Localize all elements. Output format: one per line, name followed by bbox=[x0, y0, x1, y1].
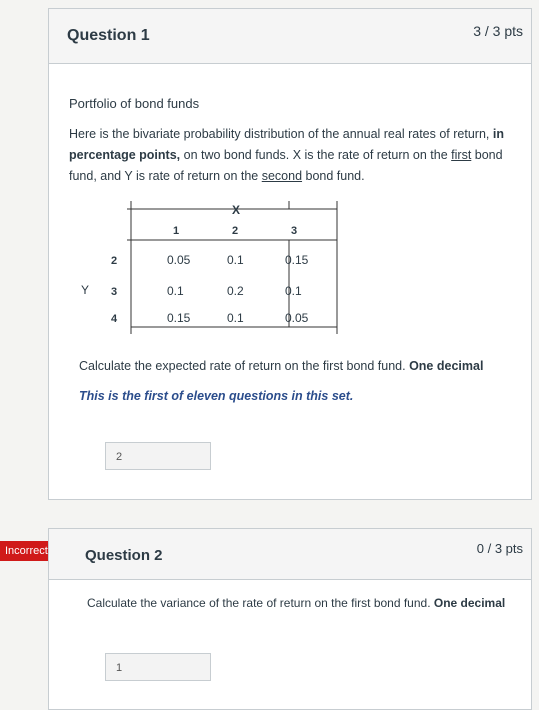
question-2-text bbox=[87, 593, 507, 613]
question-2-title: Question 2 bbox=[85, 547, 163, 564]
question-1-header bbox=[49, 9, 531, 64]
intro-part-3: bond fund, and Y is rate of return on the bbox=[69, 148, 503, 183]
question-2-card bbox=[48, 528, 532, 710]
question-2-points: 0 / 3 pts bbox=[476, 541, 523, 556]
question-1-text bbox=[79, 359, 483, 373]
cell-r2-c2: 0.2 bbox=[227, 284, 244, 298]
intro-bold: in percentage points, bbox=[69, 127, 504, 162]
cell-r2-c3: 0.1 bbox=[285, 284, 302, 298]
question-1-prompt: Calculate the expected rate of return on the first bond fund. bbox=[79, 359, 410, 373]
x-value-2: 2 bbox=[232, 225, 239, 237]
question-1-title: Question 1 bbox=[67, 27, 150, 44]
y-value-3: 3 bbox=[111, 286, 118, 298]
question-2-answer-input[interactable]: 1 bbox=[105, 653, 211, 681]
intro-underline-second: second bbox=[261, 169, 303, 183]
question-2-precision: One decimal bbox=[433, 596, 506, 610]
cell-r3-c3: 0.05 bbox=[285, 311, 309, 325]
y-axis-label: Y bbox=[81, 283, 90, 297]
y-value-2: 2 bbox=[111, 255, 118, 267]
cell-r1-c3: 0.15 bbox=[285, 253, 309, 267]
question-1-card bbox=[48, 8, 532, 500]
question-1-answer-input[interactable]: 2 bbox=[105, 442, 211, 470]
cell-r3-c1: 0.15 bbox=[167, 311, 191, 325]
x-value-3: 3 bbox=[291, 225, 298, 237]
x-axis-label: X bbox=[232, 203, 241, 217]
cell-r2-c1: 0.1 bbox=[167, 284, 184, 298]
intro-part-2: on two bond funds. X is the rate of return on the bbox=[180, 148, 452, 162]
question-1-points: 3 / 3 pts bbox=[473, 23, 523, 39]
question-1-note: This is the first of eleven questions in this set. bbox=[79, 389, 354, 403]
section-title: Portfolio of bond funds bbox=[69, 96, 200, 111]
question-2-header bbox=[49, 529, 531, 580]
intro-part-4: bond fund. bbox=[302, 169, 365, 183]
y-value-4: 4 bbox=[111, 313, 118, 325]
intro-part-1: Here is the bivariate probability distribution of the annual real rates of return, bbox=[69, 127, 493, 141]
intro-underline-first: first bbox=[451, 148, 472, 162]
question-2-prompt: Calculate the variance of the rate of return on the first bond fund. bbox=[87, 596, 434, 610]
incorrect-badge: Incorrect bbox=[0, 541, 68, 561]
cell-r3-c2: 0.1 bbox=[227, 311, 244, 325]
cell-r1-c1: 0.05 bbox=[167, 253, 191, 267]
cell-r1-c2: 0.1 bbox=[227, 253, 244, 267]
x-value-1: 1 bbox=[173, 225, 180, 237]
question-1-precision: One decimal bbox=[409, 359, 484, 373]
